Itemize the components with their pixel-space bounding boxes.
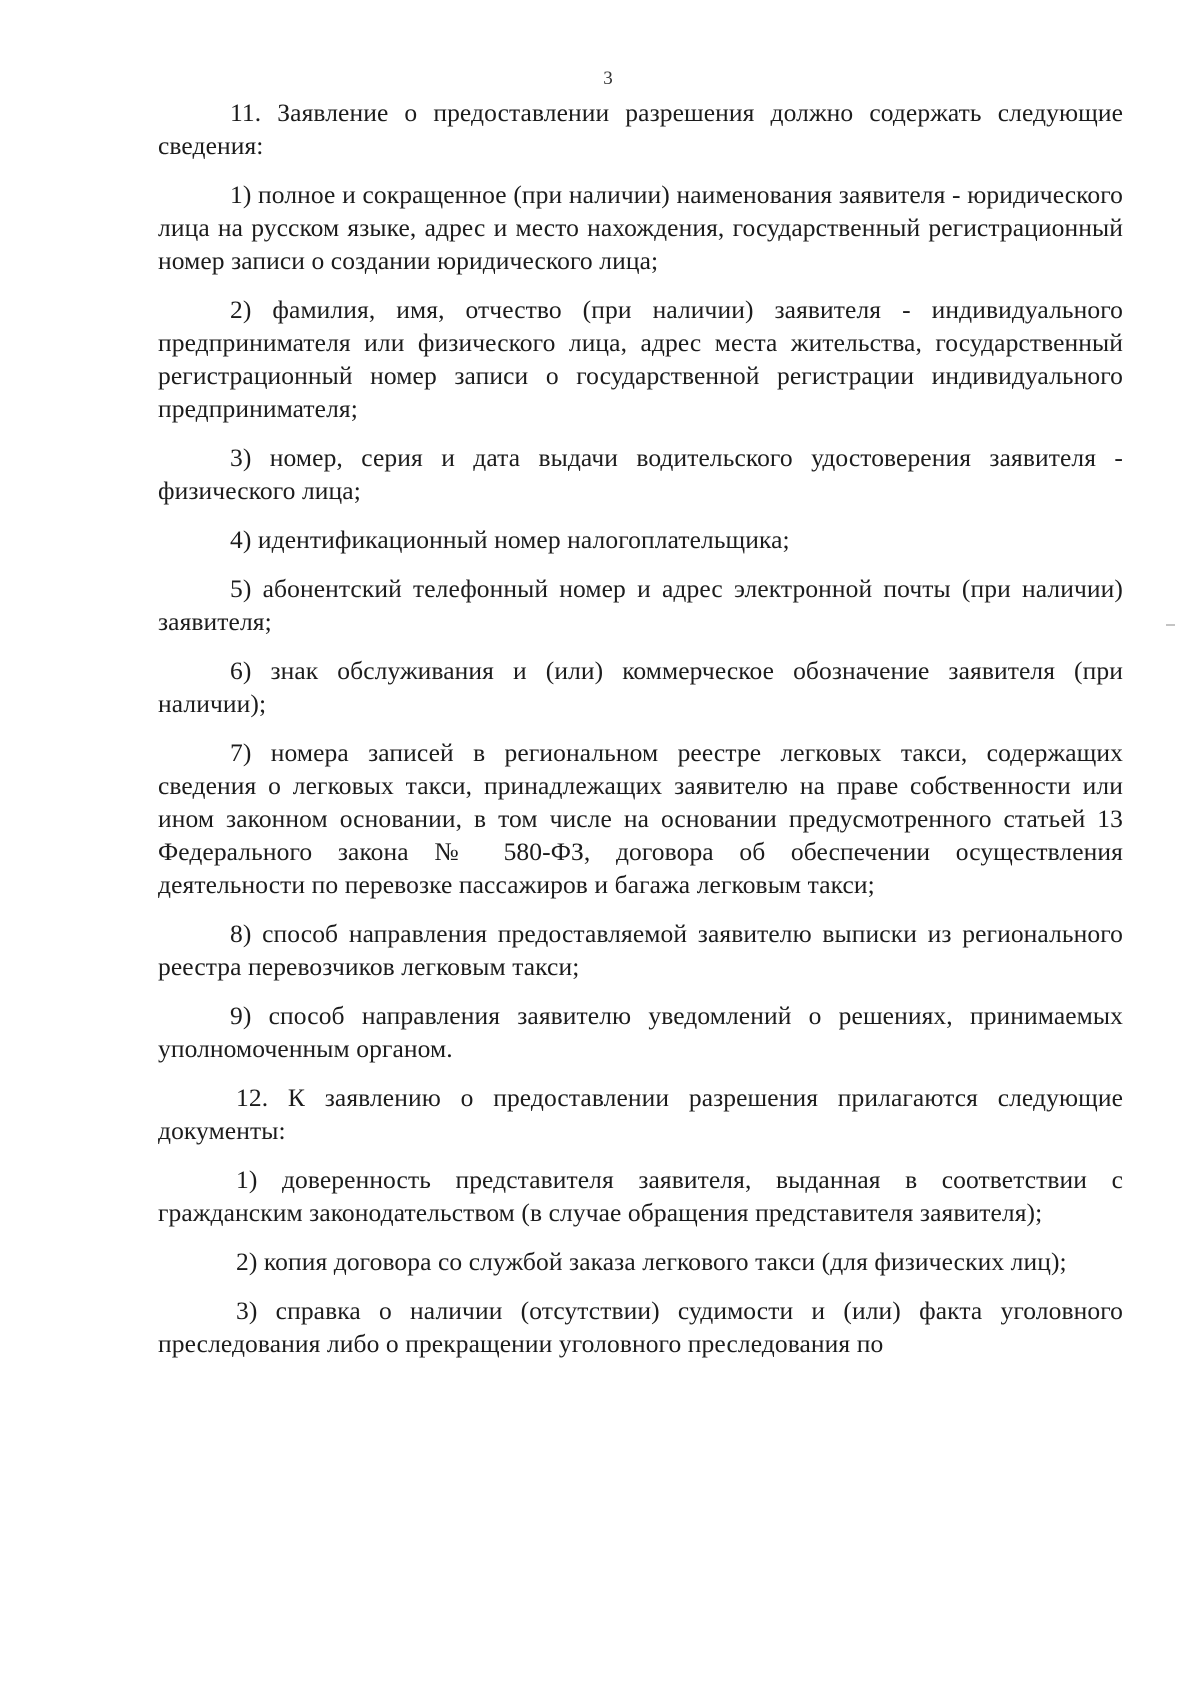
paragraph-11-item-2: 2) фамилия, имя, отчество (при наличии) заявителя - индивидуального предпринимателя или физического лица, адрес места жительства, государственный регистрационный номер записи о государственной регистрации индивидуального предпринимателя; [158,295,1123,423]
paragraph-11-item-9: 9) способ направления заявителю уведомлений о решениях, принимаемых уполномоченным органом. [158,1001,1123,1063]
paragraph-12-item-1: 1) доверенность представителя заявителя, выданная в соответствии с гражданским законодательством (в случае обращения представителя заявителя); [158,1165,1123,1227]
paragraph-11-item-5: 5) абонентский телефонный номер и адрес электронной почты (при наличии) заявителя; [158,574,1123,636]
scan-artifact-mark [1166,624,1175,626]
paragraph-11-item-7: 7) номера записей в региональном реестре легковых такси, содержащих сведения о легковых такси, принадлежащих заявителю на праве собственности или ином законном основании, в том числе на основании предусмотренного статьей 13 Федерального закона № 580-ФЗ, договора об обеспечении осуществления деятельности по перевозке пассажиров и багажа легковым такси; [158,738,1123,899]
page-number: 3 [603,68,613,89]
paragraph-11-item-1: 1) полное и сокращенное (при наличии) наименования заявителя - юридического лица на русском языке, адрес и место нахождения, государственный регистрационный номер записи о создании юридического лица; [158,180,1123,275]
paragraph-11-item-6: 6) знак обслуживания и (или) коммерческое обозначение заявителя (при наличии); [158,656,1123,718]
paragraph-11-item-4: 4) идентификационный номер налогоплательщика; [230,525,790,554]
paragraph-12-item-2: 2) копия договора со службой заказа легкового такси (для физических лиц); [236,1247,1067,1276]
paragraph-11-heading: 11. Заявление о предоставлении разрешения должно содержать следующие сведения: [158,98,1123,160]
paragraph-11-item-3: 3) номер, серия и дата выдачи водительского удостоверения заявителя - физического лица; [158,443,1123,505]
document-body [158,96,1123,1376]
paragraph-11-item-8: 8) способ направления предоставляемой заявителю выписки из регионального реестра перевозчиков легковым такси; [158,919,1123,981]
paragraph-12-heading: 12. К заявлению о предоставлении разрешения прилагаются следующие документы: [158,1083,1123,1145]
paragraph-12-item-3: 3) справка о наличии (отсутствии) судимости и (или) факта уголовного преследования либо о прекращении уголовного преследования по [158,1296,1123,1358]
